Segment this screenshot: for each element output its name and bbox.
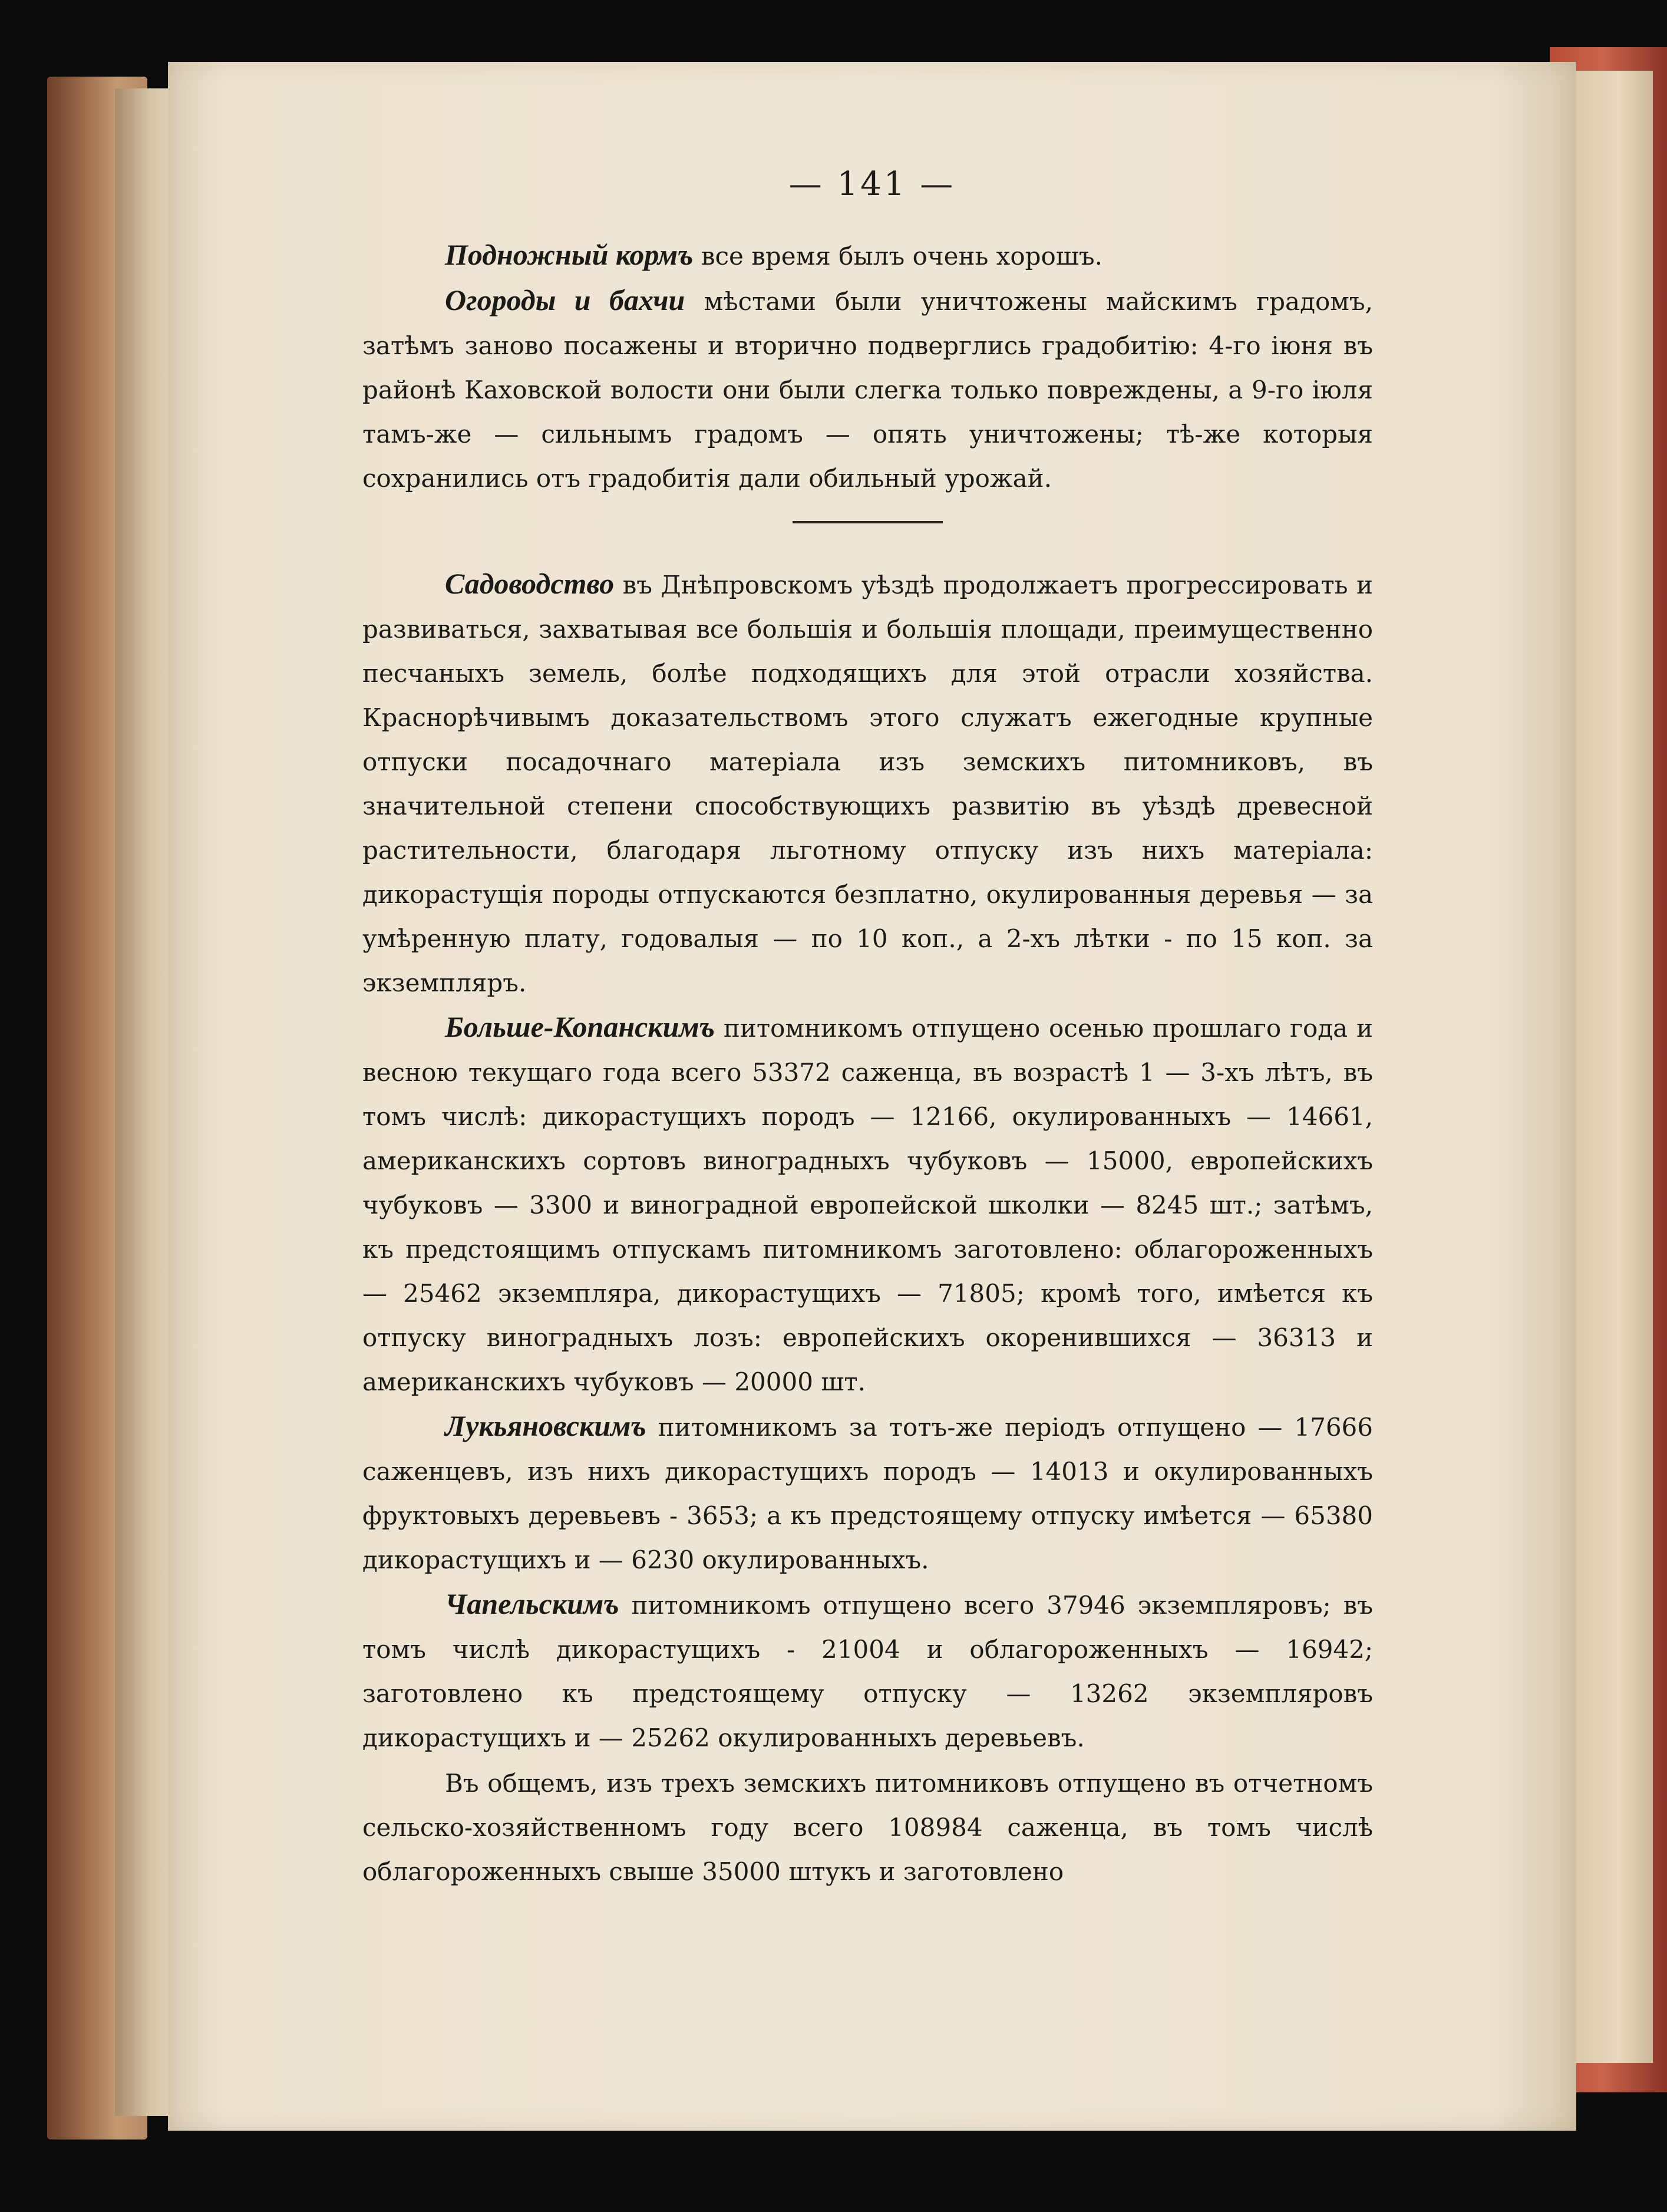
page-number: — 141 — — [788, 165, 956, 203]
paragraph-text: питомникомъ отпущено осенью прошлаго года и весною текущаго года всего 53372 саженца, въ возрастѣ 1 — 3-хъ лѣтъ, въ томъ числѣ: дикорастущихъ породъ — 12166, окулированныхъ — 14661, американскихъ сортовъ виноградныхъ чубуковъ — 15000, европейскихъ чубуковъ — 3300 и виноградной европейской школки — 8245 шт.; затѣмъ, къ предстоящимъ отпускамъ питомникомъ заготовлено: облагороженныхъ — 25462 экземпляра, дикорастущихъ — 71805; кромѣ того, имѣется къ отпуску виноградныхъ лозъ: европейскихъ окоренившихся — 36313 и американскихъ чубуковъ — 20000 шт. — [362, 1014, 1373, 1396]
paragraph-text: все время былъ очень хорошъ. — [693, 242, 1102, 271]
paragraph-chapeli-nursery — [362, 1582, 1373, 1760]
paragraph-lead: Подножный кормъ — [445, 238, 694, 271]
paragraph-text: питомникомъ отпущено всего 37946 экземпляровъ; въ томъ числѣ дикорастущихъ - 21004 и облагороженныхъ — 16942; заготовлено къ предстоящему отпуску — 13262 экземпляровъ дикорастущихъ и — 25262 окулированныхъ деревьевъ. — [362, 1591, 1373, 1752]
paragraph-horticulture — [362, 562, 1373, 1005]
page-body — [362, 233, 1373, 1894]
paragraph-text: въ Днѣпровскомъ уѣздѣ продолжаетъ прогрессировать и развиваться, захватывая все большія и большія площади, преимущественно песчаныхъ земель, болѣе подходящихъ для этой отрасли хозяйства. Краснорѣчивымъ доказательствомъ этого служатъ ежегодные крупные отпуски посадочнаго матеріала изъ земскихъ питомниковъ, въ значительной степени способствующихъ развитію въ уѣздѣ древесной растительности, благодаря льготному отпуску изъ нихъ матеріала: дикорастущія породы отпускаются безплатно, окулированныя деревья — за умѣренную плату, годовалыя — по 10 коп., а 2-хъ лѣтки - по 15 коп. за экземпляръ. — [362, 571, 1373, 997]
paragraph-text: питомникомъ за тотъ-же періодъ отпущено — 17666 саженцевъ, изъ нихъ дикорастущихъ породъ — 14013 и окулированныхъ фруктовыхъ деревьевъ - 3653; а къ предстоящему отпуску имѣется — 65380 дикорастущихъ и — 6230 окулированныхъ. — [362, 1413, 1373, 1574]
facing-page-edge — [1564, 71, 1653, 2063]
paragraph-lead: Огороды и бахчи — [445, 283, 685, 317]
paragraph-lukyanovka-nursery — [362, 1404, 1373, 1582]
paragraph-lead: Лукьяновскимъ — [445, 1409, 646, 1442]
paragraph-bolshe-kopani-nursery — [362, 1005, 1373, 1404]
section-divider — [793, 521, 943, 523]
paragraph-lead: Чапельскимъ — [445, 1587, 619, 1620]
paragraph-fodder — [362, 233, 1373, 278]
book-page — [168, 62, 1576, 2131]
paragraph-text: мѣстами были уничтожены майскимъ градомъ, затѣмъ заново посажены и вторично подверглись градобитію: 4-го іюня въ районѣ Каховской волости они были слегка только повреждены, а 9-го іюля тамъ-же — сильнымъ градомъ — опять уничтожены; тѣ-же которыя сохранились отъ градобитія дали обильный урожай. — [362, 287, 1373, 493]
paragraph-lead: Больше-Копанскимъ — [445, 1010, 715, 1043]
paragraph-gardens — [362, 278, 1373, 500]
paragraph-lead: Садоводство — [445, 567, 615, 600]
paragraph-text: Въ общемъ, изъ трехъ земскихъ питомниковъ отпущено въ отчетномъ сельско-хозяйственномъ году всего 108984 саженца, въ томъ числѣ облагороженныхъ свыше 35000 штукъ и заготовлено — [362, 1769, 1373, 1886]
paragraph-summary — [362, 1760, 1373, 1894]
